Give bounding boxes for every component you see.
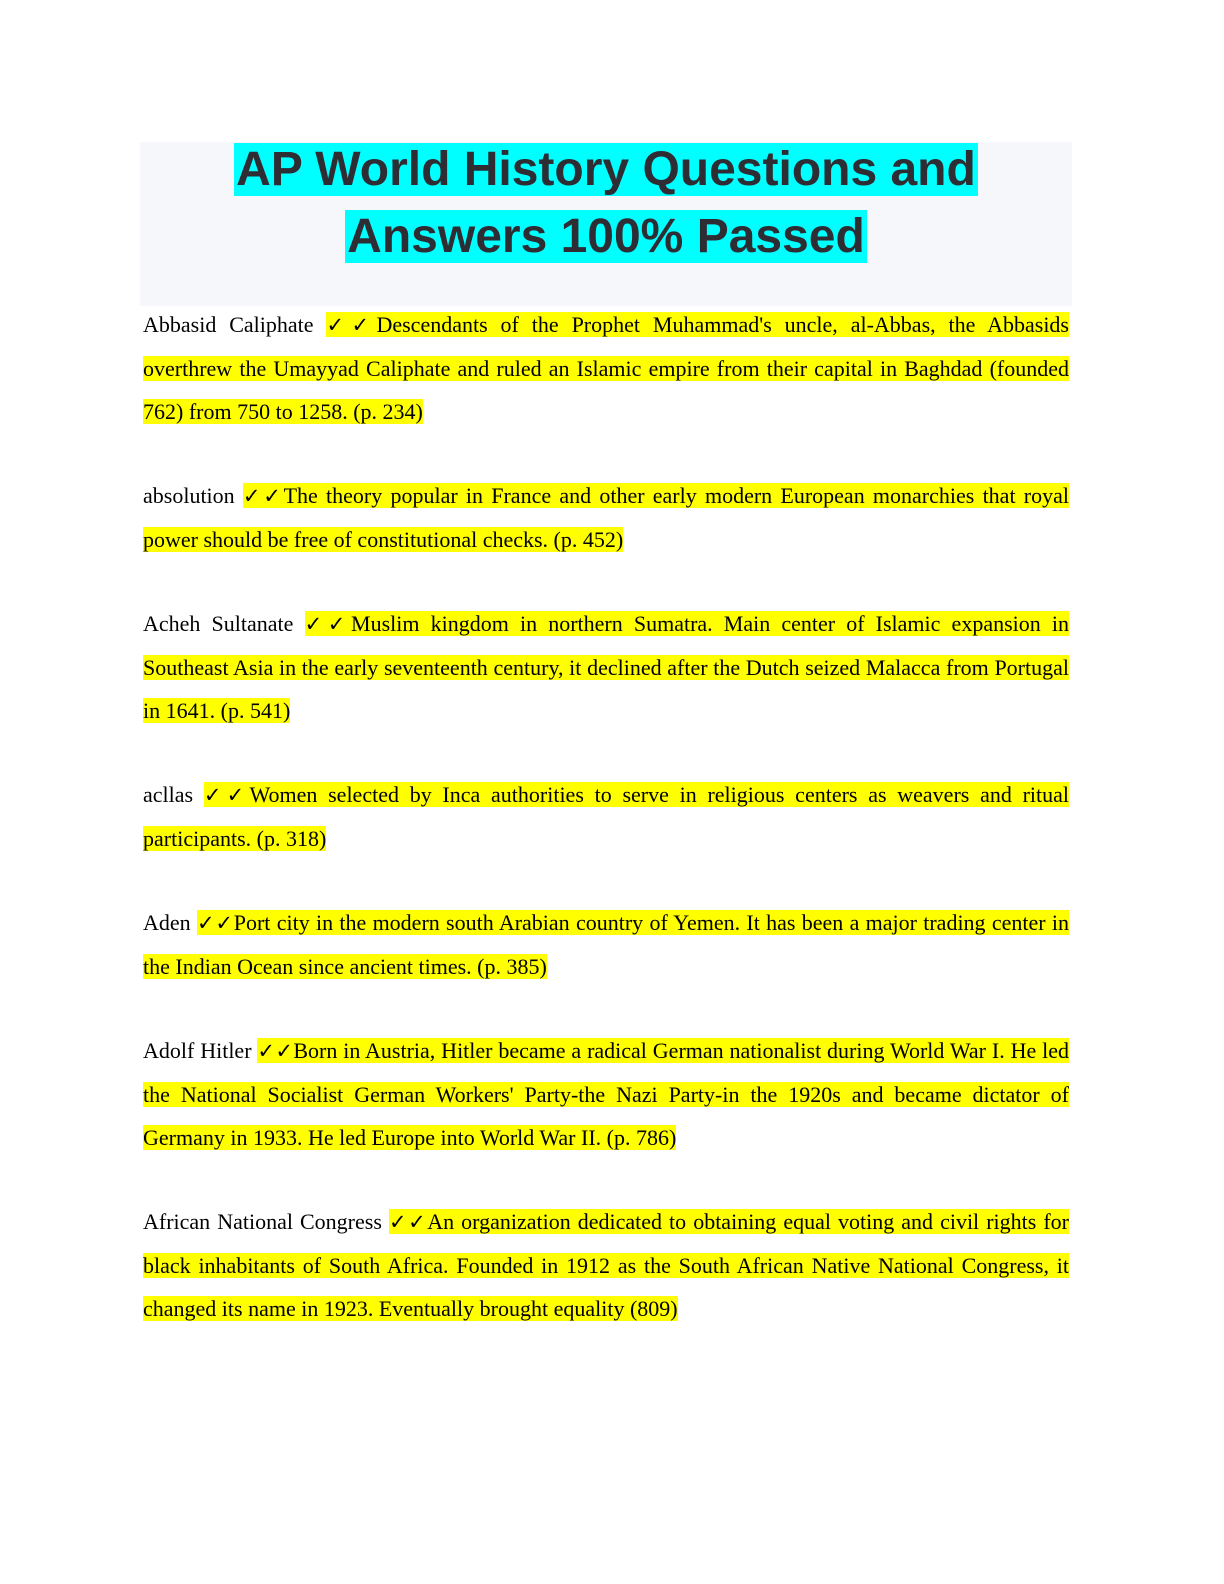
glossary-entry xyxy=(143,474,1069,561)
entry-term: Acheh Sultanate xyxy=(143,611,294,636)
title-line-2: Answers 100% Passed xyxy=(347,210,865,263)
double-check-icon: ✓✓ xyxy=(388,1210,428,1234)
entry-definition xyxy=(143,483,1069,552)
double-check-icon: ✓✓ xyxy=(304,612,352,636)
glossary-entry xyxy=(143,773,1069,860)
document-title xyxy=(140,142,1072,276)
entry-definition xyxy=(143,782,1069,851)
double-check-icon: ✓✓ xyxy=(203,783,250,807)
entry-definition xyxy=(143,910,1069,979)
entry-definition-text: Women selected by Inca authorities to serve in religious centers as weavers and ritual participants. (p. 318) xyxy=(143,782,1069,851)
double-check-icon: ✓✓ xyxy=(257,1039,294,1063)
entry-term: Adolf Hitler xyxy=(143,1038,252,1063)
entry-definition-text: Born in Austria, Hitler became a radical German nationalist during World War I. He led the National Socialist German Workers' Party-the Nazi Party-in the 1920s and became dictator of Germany in 1933. He led Europe into World War II. (p. 786) xyxy=(143,1038,1069,1150)
double-check-icon: ✓✓ xyxy=(242,484,284,508)
glossary-entry xyxy=(143,901,1069,988)
entry-term: acllas xyxy=(143,782,194,807)
glossary-entries xyxy=(143,303,1069,1371)
entry-definition xyxy=(143,1038,1069,1150)
double-check-icon: ✓✓ xyxy=(326,313,377,337)
title-line-1: AP World History Questions and xyxy=(236,143,976,196)
entry-definition-text: Port city in the modern south Arabian country of Yemen. It has been a major trading center in the Indian Ocean since ancient times. (p. 385) xyxy=(143,910,1069,979)
double-check-icon: ✓✓ xyxy=(196,911,234,935)
entry-term: absolution xyxy=(143,483,235,508)
entry-term: African National Congress xyxy=(143,1209,382,1234)
glossary-entry xyxy=(143,1029,1069,1159)
entry-term: Abbasid Caliphate xyxy=(143,312,314,337)
glossary-entry xyxy=(143,602,1069,732)
entry-definition-text: The theory popular in France and other early modern European monarchies that royal power should be free of constitutional checks. (p. 452) xyxy=(143,483,1069,552)
entry-term: Aden xyxy=(143,910,191,935)
entry-definition-text: Muslim kingdom in northern Sumatra. Main center of Islamic expansion in Southeast Asia in the early seventeenth century, it declined after the Dutch seized Malacca from Portugal in 1641. (p. 541) xyxy=(143,611,1069,723)
entry-definition-text: Descendants of the Prophet Muhammad's uncle, al-Abbas, the Abbasids overthrew the Umayyad Caliphate and ruled an Islamic empire from their capital in Baghdad (founded 762) from 750 to 1258. (p. 234) xyxy=(143,312,1069,424)
glossary-entry xyxy=(143,1200,1069,1330)
glossary-entry xyxy=(143,303,1069,433)
document-title-block xyxy=(140,142,1072,306)
entry-definition-text: An organization dedicated to obtaining equal voting and civil rights for black inhabitants of South Africa. Founded in 1912 as the South African Native National Congress, it changed its name in 1923. Eventually brought equality (809) xyxy=(143,1209,1070,1321)
